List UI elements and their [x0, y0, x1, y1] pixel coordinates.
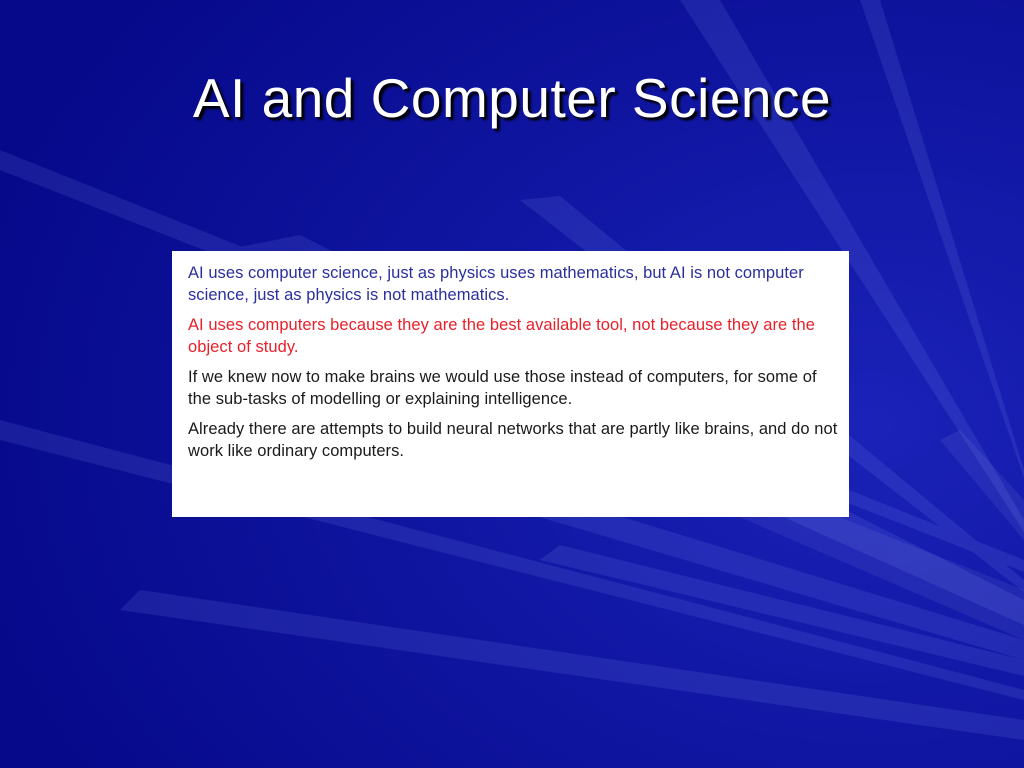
paragraph-ai-uses-cs: AI uses computer science, just as physics uses mathematics, but AI is not computer science, just as physics is not mathematics.	[188, 264, 804, 304]
text-panel	[172, 251, 849, 517]
slide-title: AI and Computer Science	[192, 67, 832, 129]
paragraph-brains: If we knew now to make brains we would use those instead of computers, for some of the sub-tasks of modelling or explaining intelligence.	[188, 368, 817, 408]
paragraph-neural-networks: Already there are attempts to build neural networks that are partly like brains, and do not work like ordinary computers.	[188, 420, 838, 460]
paragraph-ai-uses-computers: AI uses computers because they are the best available tool, not because they are the object of study.	[188, 316, 816, 356]
